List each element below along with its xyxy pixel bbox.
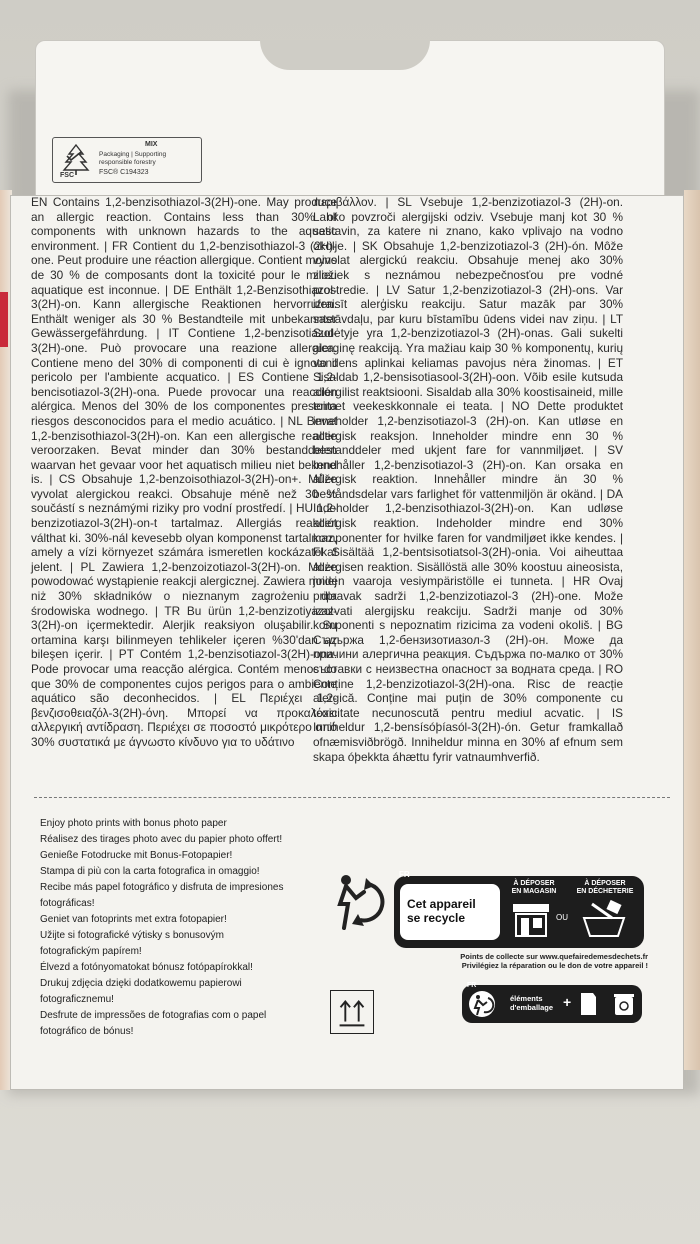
points-line1: Points de collecte sur www.quefairedemesdechets.fr: [460, 952, 648, 961]
cet-line2: se recycle: [407, 911, 466, 925]
this-way-up-icon: [330, 990, 374, 1034]
ingredients-left-column: EN Contains 1,2-benzisothiazol-3(2H)-one. May produce an allergic reaction. Contains less than 30% of components with unknown hazards to the aquatic environment. | FR Contient du 1,2-benzisothiazol-3 (2H)-one. Peut produire une réaction allergique. Contient moins de 30 % de composants dont la toxicité pour le milieu aquatique est inconnue. | DE Enthält 1,2-Benzisothiazol-3(2H)-on. Kann allergische Reaktionen hervorrufen. Enthält weniger als 30 % Bestandteile mit unbekannter Gewässergefährdung. | IT Contiene 1,2-benzisotiazol-3(2H)-one. Può provocare una reazione allergica. Contiene meno del 30% di componenti di cui è ignoto il pericolo per l'ambiente acquatico. | ES Contiene 1,2-bencisotiazol-3(2H)-ona. Puede provocar una reacción alérgica. Menos del 30% de los componentes presenta riesgos desconocidos para el medio acuático. | NL Bevat 1,2-benzisothiazol-3(2H)-on. Kan een allergische reactie veroorzaken. Bevat minder dan 30% bestanddelen waarvan het gevaar voor het aquatisch milieu niet bekend is. | CS Obsahuje 1,2-benzoisothiazol-3(2H)-on+. Může vyvolat alergickou reakci. Obsahuje méně než 30 % součástí s neznámými riziky pro vodní prostředí. | HU 1,2-benzizotiazol-3(2H)-on-t tartalmaz. Allergiás reakciót válthat ki. 30%-nál kevesebb olyan komponenst tartalmaz, amely a vízi környezet számára ismeretlen kockázatokat jelent. | PL Zawiera 1,2-benzoizotiazol-3(2H)-on. Może powodować wystąpienie reakcji alergicznej. Zawiera mniej niż 30% składników o nieznanym zagrożeniu dla środowiska wodnego. | TR Bu ürün 1,2-benzizotiyazol-3(2H)-on içermektedir. Alerjik reaksiyon oluşabilir. Su ortamina karşı bilinmeyen tehlikeler içeren %30'dan az bileşen içerir. | PT Contém 1,2-benzisotiazol-3(2H)-ona. Pode provocar uma reacção alérgica. Contém menos do que 30% de componentes cujos perigos para o ambiente aquático são deconhecidos. | EL Περιέχει 1,2-βενζισοθειαζόλ-3(2Η)-όνη. Μπορεί να προκαλέσει αλλεργική αντίδραση. Περιέχει σε ποσοστό μικρότερο από 30% συστατικά με άγνωστο κίνδυνο για το υδάτινο: [31, 196, 337, 749]
bonus-line: Užijte si fotografické výtisky s bonusovým: [40, 930, 224, 941]
small-triman-icon: [468, 990, 496, 1018]
recycling-bin-icon: [612, 991, 636, 1017]
fr-tag: FR: [399, 870, 410, 879]
points-line2: Privilégiez la réparation ou le don de votre appareil !: [461, 961, 648, 970]
deposer-decheterie-line2: EN DÉCHETERIE: [576, 888, 634, 895]
deposer-decheterie: [572, 880, 638, 896]
bonus-line: Stampa di più con la carta fotografica in omaggio!: [40, 866, 260, 877]
pack-label-line1: éléments: [510, 994, 543, 1003]
bonus-line: Recibe más papel fotográfico y disfruta de impresiones: [40, 882, 284, 893]
fsc-label: FSC: [60, 172, 74, 179]
fsc-logo: [52, 137, 202, 183]
bonus-line: Drukuj zdjęcia dzięki dodatkowemu papierowi: [40, 978, 242, 989]
box-right-edge: [684, 190, 700, 1070]
bonus-line: Desfrute de impressões de fotografias com o papel: [40, 1010, 267, 1021]
pack-fr-tag: FR: [467, 982, 477, 989]
ingredients-block: [31, 196, 666, 786]
bonus-line: fotograficznemu!: [40, 994, 114, 1005]
bonus-line: fotografickým papírem!: [40, 946, 142, 957]
bonus-line: fotográfico de bónus!: [40, 1026, 134, 1037]
decheterie-icon: [580, 898, 628, 938]
bonus-line: Genieße Fotodrucke mit Bonus-Fotopapier!: [40, 850, 233, 861]
bonus-text-list: [40, 816, 310, 1040]
bonus-line: fotográficas!: [40, 898, 95, 909]
packaging-label: [510, 994, 553, 1012]
paper-icon: [578, 991, 598, 1017]
fsc-code: FSC® C194323: [99, 169, 149, 176]
dashed-divider: [34, 797, 670, 798]
fsc-mix: MIX: [145, 141, 158, 148]
plus-sign: +: [563, 994, 572, 1010]
cet-line1: Cet appareil: [407, 897, 476, 911]
pack-label-line2: d'emballage: [510, 1003, 554, 1012]
cet-appareil-label: [407, 897, 476, 925]
bonus-line: Réalisez des tirages photo avec du papier photo offert!: [40, 834, 283, 845]
red-edge-mark: [0, 292, 8, 347]
flap-notch: [260, 40, 430, 70]
ou-label: OU: [556, 913, 568, 922]
deposer-magasin-line1: À DÉPOSER: [513, 880, 555, 887]
bonus-line: Enjoy photo prints with bonus photo paper: [40, 818, 227, 829]
ingredients-right-column: περιβάλλον. | SL Vsebuje 1,2-benzizotiazol-3 (2H)-on. Lahko povzroči alergijski odziv. Vsebuje manj kot 30 % sestavin, za katere ni znano, kako vplivajo na vodno okolje. | SK Obsahuje 1,2-benzizotiazol-3 (2H)-ón. Môže vyvolat alergickú reakciu. Obsahuje menej ako 30% zložiek s neznámou nebezpečnosťou pre vodné prostredie. | LV Satur 1,2-benzizotiazol-3 (2H)-ons. Var izraisīt alerģisku reakciju. Satur mazāk par 30% sastāvdaļu, par kuru bīstamību ūdens videi nav ziņu. | LT Sudėtyje yra 1,2-benzizotiazol-3 (2H)-onas. Gali sukelti alerginę reakciją. Yra mažiau kaip 30 % komponentų, kurių vandens aplinkai keliamas pavojus nėra žinomas. | ET Sisaldab 1,2-bensisotiasool-3(2H)-oon. Võib esile kutsuda allergilist reaktsiooni. Sisaldab alla 30% koostisaineid, mille toimet veekeskkonnale ei teata. | NO Dette produktet inneholder 1,2-benzisotiazol-3 (2H)-on. Kan utløse en allergisk reaksjon. Inneholder mindre enn 30 % bestanddeler med ukjent fare for vannmiljøet. | SV Innehåller 1,2-benzisotiazol-3 (2H)-on. Kan orsaka en allergisk reaktion. Innehåller mindre än 30 % beståndsdelar vars farlighet för vattenmiljön är okänd. | DA Indeholder 1,2-benzisothiazol-3(2H)-on. Kan udløse allergisk reaktion. Indeholder mindre end 30% komponenter for hvilke faren for vandmiljøet ikke kendes. | FI Sisältää 1,2-bentsisotiatsol-3(2H)-onia. Voi aiheuttaa allergisen reaktion. Sisällöstä alle 30% koostuu aineosista, joiden vaaroja vesiympäristölle ei tunneta. | HR Ovaj pripravak sadrži 1,2-benzizotiazol-3 (2H)-one. Može izazvati alergijsku reakciju. Sadrži manje od 30% komponenti s nepoznatim rizicima za vodeni okoliš. | BG Съдържа 1,2-бензизотиазол-3 (2Н)-он. Може да причини алергична реакция. Съдържа по-малко от 30% съставки с неизвестна опасност за водната среда. | RO Conține 1,2-benzizotiazol-3(2H)-ona. Risc de reacție alergică. Conține mai puțin de 30% componente cu toxicitate necunoscută pentru mediul acvatic. | IS Inniheldur 1,2-bensísóþíasól-3(2H)-ón. Getur framkallað ofnæmisviðbrögð. Inniheldur minna en 30% af efnum sem skapa óþekkta áhættu fyrir vatnaumhverfið.: [312, 196, 624, 764]
triman-icon: [322, 868, 392, 938]
deposer-magasin-line2: EN MAGASIN: [511, 888, 557, 895]
deposer-decheterie-line1: À DÉPOSER: [584, 880, 626, 887]
fsc-line1: Packaging | Supporting: [99, 151, 167, 158]
collection-points-text: [398, 952, 648, 970]
deposer-magasin: [504, 880, 564, 896]
bonus-line: Élvezd a fotónyomatokat bónusz fotópapírokkal!: [40, 962, 253, 973]
fsc-line2: responsible forestry: [99, 159, 156, 166]
bonus-line: Geniet van fotoprints met extra fotopapier!: [40, 914, 227, 925]
shop-icon: [509, 898, 553, 938]
